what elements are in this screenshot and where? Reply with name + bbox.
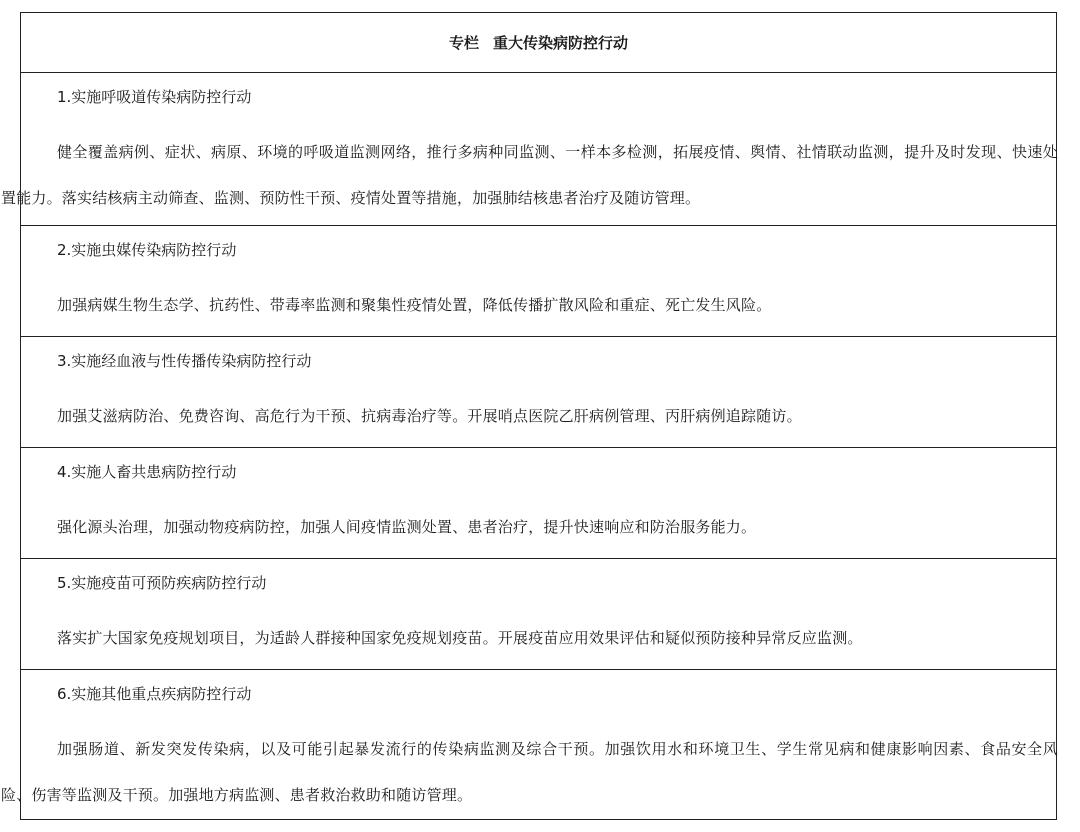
section-body: 强化源头治理，加强动物疫病防控，加强人间疫情监测处置、患者治疗，提升快速响应和防治服务能力。 [57,518,757,536]
section-body: 健全覆盖病例、症状、病原、环境的呼吸道监测网络，推行多病种同监测、一样本多检测，拓展疫情、舆情、社情联动监测，提升及时发现、快速处置能力。落实结核病主动筛查、监测、预防性干预、疫情处置等措施，加强肺结核患者治疗及随访管理。 [1,143,1058,207]
section-body: 加强肠道、新发突发传染病，以及可能引起暴发流行的传染病监测及综合干预。加强饮用水和环境卫生、学生常见病和健康影响因素、食品安全风险、伤害等监测及干预。加强地方病监测、患者救治救助和随访管理。 [1,740,1058,804]
section-heading: 3.实施经血液与性传播传染病防控行动 [57,352,312,370]
column-box [1,12,1058,820]
section-6 [1,669,1058,820]
column-title [21,13,1056,72]
section-heading: 5.实施疫苗可预防疾病防控行动 [57,574,267,592]
section-5 [21,558,1056,669]
section-1 [1,72,1058,225]
section-body: 加强病媒生物生态学、抗药性、带毒率监测和聚集性疫情处置，降低传播扩散风险和重症、死亡发生风险。 [57,296,772,314]
section-heading: 6.实施其他重点疾病防控行动 [57,685,252,703]
section-3 [21,336,1056,447]
column-label: 专栏 [448,34,479,52]
section-body: 落实扩大国家免疫规划项目，为适龄人群接种国家免疫规划疫苗。开展疫苗应用效果评估和疑似预防接种异常反应监测。 [57,629,863,647]
page-title: 重大传染病防控行动 [493,34,629,52]
section-heading: 4.实施人畜共患病防控行动 [57,463,237,481]
section-body: 加强艾滋病防治、免费咨询、高危行为干预、抗病毒治疗等。开展哨点医院乙肝病例管理、丙肝病例追踪随访。 [57,407,802,425]
section-heading: 1.实施呼吸道传染病防控行动 [57,88,252,106]
section-2 [21,225,1056,336]
section-heading: 2.实施虫媒传染病防控行动 [57,241,237,259]
section-4 [21,447,1056,558]
